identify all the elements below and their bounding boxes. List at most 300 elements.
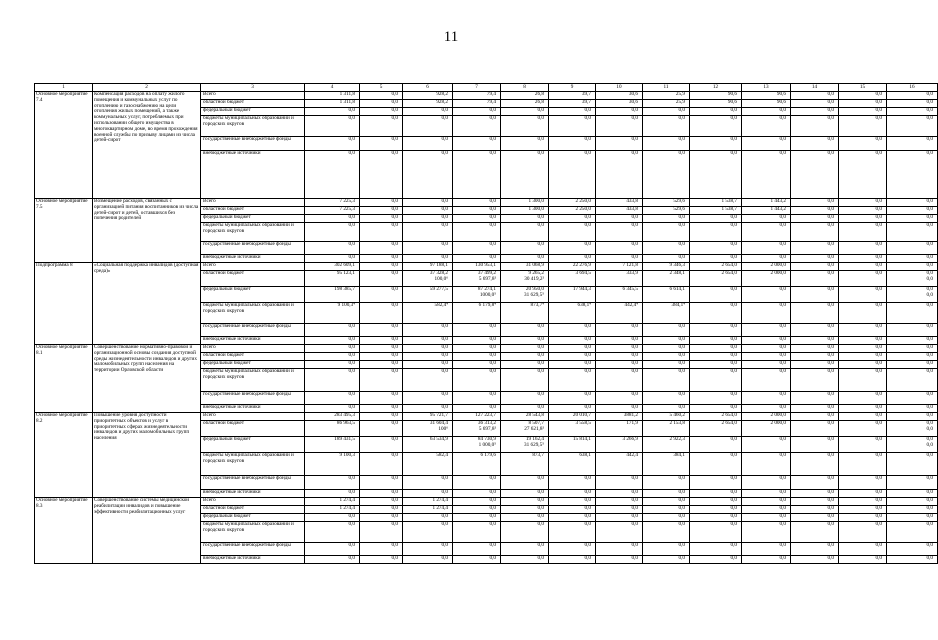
- funding-source-cell: внебюджетные источники: [201, 490, 305, 498]
- value-cell: 37 499,2 5 697,8²: [453, 271, 501, 287]
- column-number: 9: [549, 84, 596, 92]
- program-status-cell: Основное мероприятие 7.5: [35, 199, 93, 263]
- value-cell: 0,0: [501, 223, 549, 242]
- value-cell: 8 507,7 27 621,8²: [501, 421, 549, 437]
- funding-source-cell: бюджеты муниципальных образований и городских округов: [201, 453, 305, 476]
- value-cell: 1 274,4: [305, 498, 360, 506]
- funding-source-cell: Всего: [201, 199, 305, 207]
- value-cell: 2 654,0: [690, 413, 742, 421]
- value-cell: 1 300,0: [501, 199, 549, 207]
- value-cell: 0,0: [791, 453, 839, 476]
- value-cell: 0,0: [305, 405, 360, 413]
- value-cell: 7 121,8: [596, 263, 643, 271]
- funding-source-cell: Всего: [201, 345, 305, 353]
- value-cell: 0,0: [742, 476, 791, 490]
- value-cell: 0,0: [839, 369, 887, 392]
- value-cell: 0,0: [501, 556, 549, 564]
- value-cell: 333,9: [596, 271, 643, 287]
- value-cell: 0,0: [839, 271, 887, 287]
- value-cell: 0,0: [887, 361, 938, 369]
- value-cell: 0,0: [643, 476, 690, 490]
- value-cell: 2 000,0: [742, 271, 791, 287]
- value-cell: 84 730,9 1 000,0⁵: [453, 437, 501, 453]
- value-cell: 0,0: [887, 223, 938, 242]
- value-cell: 0,0: [887, 263, 938, 271]
- value-cell: 26,8: [501, 100, 549, 108]
- funding-source-cell: государственные внебюджетные фонды: [201, 242, 305, 255]
- value-cell: 0,0: [360, 215, 403, 223]
- value-cell: 0,0 0,0: [887, 421, 938, 437]
- value-cell: 0,0: [643, 151, 690, 199]
- value-cell: 0,0: [690, 405, 742, 413]
- value-cell: 0,0: [360, 137, 403, 151]
- value-cell: 0,0: [742, 522, 791, 543]
- budget-table: [34, 83, 938, 564]
- value-cell: 1 300,0: [501, 207, 549, 215]
- value-cell: 0,0: [360, 476, 403, 490]
- value-cell: 0,0: [501, 392, 549, 405]
- value-cell: 0,0: [403, 556, 453, 564]
- value-cell: 0,0: [690, 242, 742, 255]
- funding-source-cell: областной бюджет: [201, 421, 305, 437]
- value-cell: 0,0: [742, 514, 791, 522]
- program-name-cell: «Социальная поддержка инвалидов (доступная среда)»: [93, 263, 201, 345]
- value-cell: 0,0: [887, 413, 938, 421]
- value-cell: 0,0: [453, 345, 501, 353]
- value-cell: 0,0: [549, 345, 596, 353]
- value-cell: 0,0: [453, 369, 501, 392]
- value-cell: 0,0: [690, 137, 742, 151]
- funding-source-cell: федеральный бюджет: [201, 108, 305, 116]
- value-cell: 0,0: [453, 543, 501, 556]
- value-cell: 0,0: [791, 506, 839, 514]
- column-number: 4: [305, 84, 360, 92]
- value-cell: 0,0: [596, 369, 643, 392]
- funding-source-cell: государственные внебюджетные фонды: [201, 392, 305, 405]
- value-cell: 0,0: [742, 337, 791, 345]
- value-cell: 0,0: [791, 543, 839, 556]
- value-cell: 0,0: [839, 100, 887, 108]
- value-cell: 0,0: [305, 392, 360, 405]
- value-cell: 0,0: [453, 405, 501, 413]
- value-cell: 0,0: [742, 392, 791, 405]
- value-cell: 0,0: [305, 514, 360, 522]
- value-cell: 0,0: [742, 543, 791, 556]
- value-cell: 1 274,4: [305, 506, 360, 514]
- value-cell: 0,0: [690, 476, 742, 490]
- value-cell: 433,8: [596, 207, 643, 215]
- column-number: 5: [360, 84, 403, 92]
- value-cell: 0,0: [453, 108, 501, 116]
- value-cell: 0,0: [501, 476, 549, 490]
- funding-source-cell: внебюджетные источники: [201, 255, 305, 263]
- value-cell: 0,0: [690, 116, 742, 137]
- value-cell: 26,8: [501, 92, 549, 100]
- value-cell: 1 538,7: [690, 199, 742, 207]
- value-cell: 2 654,0: [690, 421, 742, 437]
- value-cell: 0,0: [839, 207, 887, 215]
- value-cell: 638,1: [549, 453, 596, 476]
- value-cell: 0,0: [643, 353, 690, 361]
- value-cell: 0,0: [360, 303, 403, 324]
- value-cell: 0,0: [742, 345, 791, 353]
- value-cell: 0,0: [791, 490, 839, 498]
- value-cell: 0,0: [360, 498, 403, 506]
- value-cell: 0,0: [690, 287, 742, 303]
- value-cell: 0,0: [453, 498, 501, 506]
- value-cell: 198 385,7: [305, 287, 360, 303]
- value-cell: 0,0: [839, 453, 887, 476]
- value-cell: 15 814,1: [549, 437, 596, 453]
- value-cell: 0,0: [596, 116, 643, 137]
- program-name-cell: Компенсация расходов на оплату жилого помещения и коммунальных услуг по отоплению и газоснабжению на цели отопления жилых помещений, а также коммунальных услуг, потребляемых при использовании общего имущества в многоквартирном доме, во время прохождения военной службы по призыву лицами из числа детей-сирот: [93, 92, 201, 199]
- value-cell: 0,0: [887, 100, 938, 108]
- value-cell: 0,0: [887, 453, 938, 476]
- value-cell: 30,6: [596, 92, 643, 100]
- value-cell: 0,0: [305, 476, 360, 490]
- value-cell: 0,0: [596, 242, 643, 255]
- value-cell: 37 328,2 100,0⁶: [403, 271, 453, 287]
- value-cell: 0,0: [887, 506, 938, 514]
- value-cell: 9 100,3: [305, 453, 360, 476]
- value-cell: 0,0: [596, 137, 643, 151]
- value-cell: 0,0: [839, 514, 887, 522]
- value-cell: 0,0: [549, 490, 596, 498]
- value-cell: 30,6: [596, 100, 643, 108]
- value-cell: 0,0: [360, 271, 403, 287]
- value-cell: 0,0: [643, 108, 690, 116]
- value-cell: 0,0: [839, 263, 887, 271]
- value-cell: 0,0: [453, 151, 501, 199]
- value-cell: 0,0: [839, 116, 887, 137]
- value-cell: 0,0: [305, 337, 360, 345]
- value-cell: 0,0: [549, 108, 596, 116]
- value-cell: 0,0: [453, 522, 501, 543]
- value-cell: 0,0: [887, 215, 938, 223]
- value-cell: 1 311,8: [305, 92, 360, 100]
- value-cell: 0,0: [596, 556, 643, 564]
- value-cell: 0,0: [690, 556, 742, 564]
- value-cell: 0,0: [791, 303, 839, 324]
- program-name-cell: Совершенствование системы медицинской реабилитации инвалидов и повышение эффективности реабилитационных услуг: [93, 498, 201, 564]
- funding-source-cell: бюджеты муниципальных образований и городских округов: [201, 303, 305, 324]
- value-cell: 0,0: [690, 324, 742, 337]
- value-cell: 0,0: [549, 392, 596, 405]
- value-cell: 0,0: [839, 92, 887, 100]
- funding-source-cell: федеральный бюджет: [201, 361, 305, 369]
- program-status-cell: Основное мероприятие 8.2: [35, 413, 93, 498]
- value-cell: 0,0: [549, 151, 596, 199]
- value-cell: 0,0: [305, 556, 360, 564]
- value-cell: 0,0: [453, 476, 501, 490]
- value-cell: 0,0: [643, 506, 690, 514]
- value-cell: 90,6: [690, 100, 742, 108]
- value-cell: 433,8: [596, 199, 643, 207]
- value-cell: 0,0: [453, 199, 501, 207]
- value-cell: 0,0: [360, 345, 403, 353]
- value-cell: 582,4: [403, 453, 453, 476]
- value-cell: 0,0: [887, 498, 938, 506]
- value-cell: 0,0: [360, 108, 403, 116]
- value-cell: 0,0: [501, 506, 549, 514]
- value-cell: 0,0: [643, 522, 690, 543]
- value-cell: 0,0: [643, 369, 690, 392]
- value-cell: 0,0: [742, 303, 791, 324]
- funding-source-cell: областной бюджет: [201, 207, 305, 215]
- value-cell: 0,0: [887, 514, 938, 522]
- value-cell: 0,0: [549, 255, 596, 263]
- value-cell: 0,0: [549, 556, 596, 564]
- value-cell: 0,0: [453, 392, 501, 405]
- value-cell: 0,0: [791, 271, 839, 287]
- funding-source-cell: внебюджетные источники: [201, 151, 305, 199]
- value-cell: 0,0: [501, 514, 549, 522]
- value-cell: 0,0: [549, 543, 596, 556]
- value-cell: 0,0: [305, 353, 360, 361]
- value-cell: 0,0: [549, 498, 596, 506]
- value-cell: 0,0: [791, 100, 839, 108]
- value-cell: 0,0: [839, 108, 887, 116]
- value-cell: 0,0: [742, 223, 791, 242]
- value-cell: 0,0: [549, 337, 596, 345]
- value-cell: 0,0: [839, 345, 887, 353]
- value-cell: 0,0: [839, 199, 887, 207]
- value-cell: 79,4: [453, 92, 501, 100]
- value-cell: 529,6: [643, 199, 690, 207]
- value-cell: 0,0: [549, 522, 596, 543]
- value-cell: 0,0: [596, 514, 643, 522]
- value-cell: 0,0: [596, 223, 643, 242]
- value-cell: 0,0: [360, 223, 403, 242]
- value-cell: 0,0: [360, 361, 403, 369]
- value-cell: 0,0: [839, 303, 887, 324]
- value-cell: 0,0: [643, 137, 690, 151]
- table-row: [35, 345, 938, 353]
- value-cell: 0,0: [453, 514, 501, 522]
- value-cell: 0,0: [887, 543, 938, 556]
- value-cell: 0,0: [453, 207, 501, 215]
- value-cell: 0,0: [791, 405, 839, 413]
- value-cell: 0,0: [403, 543, 453, 556]
- value-cell: 0,0: [887, 476, 938, 490]
- value-cell: 0,0: [690, 514, 742, 522]
- value-cell: 0,0: [839, 556, 887, 564]
- funding-source-cell: областной бюджет: [201, 353, 305, 361]
- value-cell: 0,0: [643, 345, 690, 353]
- value-cell: 0,0: [360, 514, 403, 522]
- value-cell: 0,0: [690, 392, 742, 405]
- value-cell: 0,0: [453, 324, 501, 337]
- value-cell: 0,0 0,0: [887, 271, 938, 287]
- page-number: 11: [443, 29, 459, 45]
- value-cell: 63 534,9: [403, 437, 453, 453]
- value-cell: 0,0: [887, 242, 938, 255]
- value-cell: 19 162,4 31 629,5⁵: [501, 437, 549, 453]
- value-cell: 0,0: [887, 303, 938, 324]
- value-cell: 0,0: [596, 543, 643, 556]
- value-cell: 928,2: [403, 100, 453, 108]
- value-cell: 0,0: [791, 151, 839, 199]
- value-cell: 873,7: [501, 453, 549, 476]
- value-cell: 0,0: [596, 324, 643, 337]
- value-cell: 0,0: [549, 514, 596, 522]
- program-status-cell: Основное мероприятие 8.1: [35, 345, 93, 413]
- value-cell: 0,0: [791, 514, 839, 522]
- value-cell: 0,0: [839, 324, 887, 337]
- value-cell: 17 944,3: [549, 287, 596, 303]
- value-cell: 0,0: [742, 405, 791, 413]
- value-cell: 0,0: [360, 437, 403, 453]
- value-cell: 9 100,3⁴: [305, 303, 360, 324]
- value-cell: 0,0: [839, 223, 887, 242]
- value-cell: 0,0: [887, 255, 938, 263]
- value-cell: 0,0: [791, 556, 839, 564]
- value-cell: 0,0: [643, 337, 690, 345]
- value-cell: 0,0: [596, 392, 643, 405]
- value-cell: 0,0: [360, 324, 403, 337]
- column-number: 7: [453, 84, 501, 92]
- funding-source-cell: бюджеты муниципальных образований и городских округов: [201, 223, 305, 242]
- value-cell: 0,0: [360, 413, 403, 421]
- value-cell: 3 694,5: [549, 271, 596, 287]
- funding-source-cell: государственные внебюджетные фонды: [201, 543, 305, 556]
- value-cell: 0,0: [501, 215, 549, 223]
- value-cell: 95 123,1: [305, 271, 360, 287]
- value-cell: 0,0: [643, 215, 690, 223]
- column-number: 1: [35, 84, 93, 92]
- value-cell: 3 558,5: [549, 421, 596, 437]
- column-number: 12: [690, 84, 742, 92]
- value-cell: 25,9: [643, 100, 690, 108]
- value-cell: 0,0: [742, 506, 791, 514]
- value-cell: 0,0: [887, 556, 938, 564]
- value-cell: 79,4: [453, 100, 501, 108]
- value-cell: 0,0: [305, 242, 360, 255]
- value-cell: 0,0: [596, 490, 643, 498]
- value-cell: 0,0: [403, 337, 453, 345]
- value-cell: 0,0: [403, 242, 453, 255]
- value-cell: 0,0: [549, 369, 596, 392]
- value-cell: 0,0: [643, 324, 690, 337]
- value-cell: 0,0: [360, 337, 403, 345]
- value-cell: 9 346,3: [643, 263, 690, 271]
- value-cell: 0,0: [742, 242, 791, 255]
- value-cell: 0,0: [305, 137, 360, 151]
- value-cell: 0,0: [360, 522, 403, 543]
- column-number: 13: [742, 84, 791, 92]
- column-number: 14: [791, 84, 839, 92]
- value-cell: 0,0: [690, 490, 742, 498]
- value-cell: 0,0: [305, 543, 360, 556]
- value-cell: 0,0: [305, 345, 360, 353]
- value-cell: 0,0: [839, 522, 887, 543]
- value-cell: 6 179,8⁴: [453, 303, 501, 324]
- value-cell: 0,0: [305, 324, 360, 337]
- value-cell: 0,0: [403, 476, 453, 490]
- value-cell: 582,4⁴: [403, 303, 453, 324]
- value-cell: 0,0: [501, 108, 549, 116]
- value-cell: 0,0: [360, 556, 403, 564]
- value-cell: 0,0: [360, 116, 403, 137]
- value-cell: 9 265,2 30 419,2²: [501, 271, 549, 287]
- column-number: 8: [501, 84, 549, 92]
- value-cell: 0,0: [501, 522, 549, 543]
- value-cell: 0,0: [791, 92, 839, 100]
- value-cell: 0,0: [690, 215, 742, 223]
- value-cell: 0,0: [690, 255, 742, 263]
- value-cell: 0,0: [403, 392, 453, 405]
- value-cell: 0,0: [887, 324, 938, 337]
- value-cell: 5 460,2: [643, 413, 690, 421]
- value-cell: 1 274,4: [403, 506, 453, 514]
- value-cell: 0,0: [501, 151, 549, 199]
- value-cell: 0,0: [501, 490, 549, 498]
- funding-source-cell: государственные внебюджетные фонды: [201, 137, 305, 151]
- value-cell: 0,0: [643, 392, 690, 405]
- value-cell: 0,0: [453, 337, 501, 345]
- value-cell: 0,0: [742, 453, 791, 476]
- value-cell: 0,0: [596, 361, 643, 369]
- value-cell: 0,0: [360, 263, 403, 271]
- value-cell: 0,0: [887, 108, 938, 116]
- value-cell: 0,0: [403, 215, 453, 223]
- value-cell: 0,0: [690, 453, 742, 476]
- value-cell: 0,0: [887, 116, 938, 137]
- value-cell: 22 276,9: [549, 263, 596, 271]
- value-cell: 0,0: [501, 324, 549, 337]
- value-cell: 0,0: [453, 506, 501, 514]
- value-cell: 0,0: [742, 490, 791, 498]
- value-cell: 0,0: [453, 116, 501, 137]
- value-cell: 0,0: [839, 437, 887, 453]
- value-cell: 0,0: [403, 137, 453, 151]
- value-cell: 0,0: [791, 215, 839, 223]
- value-cell: 2 654,0: [690, 271, 742, 287]
- table-row: [35, 199, 938, 207]
- value-cell: 0,0: [596, 215, 643, 223]
- value-cell: 0,0: [839, 242, 887, 255]
- value-cell: 0,0: [360, 255, 403, 263]
- value-cell: 0,0: [360, 242, 403, 255]
- value-cell: 0,0: [360, 543, 403, 556]
- value-cell: 0,0: [887, 199, 938, 207]
- value-cell: 283 495,3: [305, 413, 360, 421]
- value-cell: 0,0: [403, 345, 453, 353]
- value-cell: 1 274,4: [403, 498, 453, 506]
- value-cell: 0,0: [887, 345, 938, 353]
- value-cell: 0,0: [742, 255, 791, 263]
- value-cell: 0,0: [549, 324, 596, 337]
- column-number: 16: [887, 84, 938, 92]
- value-cell: 0,0: [403, 108, 453, 116]
- value-cell: 0,0: [791, 242, 839, 255]
- value-cell: 189 431,5: [305, 437, 360, 453]
- value-cell: 0,0: [403, 514, 453, 522]
- value-cell: 0,0: [791, 287, 839, 303]
- value-cell: 0,0: [742, 151, 791, 199]
- value-cell: 0,0: [742, 353, 791, 361]
- value-cell: 59 277,5: [403, 287, 453, 303]
- value-cell: 0,0: [887, 369, 938, 392]
- value-cell: 0,0: [690, 353, 742, 361]
- value-cell: 0,0: [839, 353, 887, 361]
- value-cell: 2 348,1: [643, 271, 690, 287]
- value-cell: 95 721,7: [403, 413, 453, 421]
- value-cell: 0,0: [596, 405, 643, 413]
- value-cell: 2 250,0: [549, 207, 596, 215]
- value-cell: 0,0: [453, 490, 501, 498]
- value-cell: 0,0: [742, 287, 791, 303]
